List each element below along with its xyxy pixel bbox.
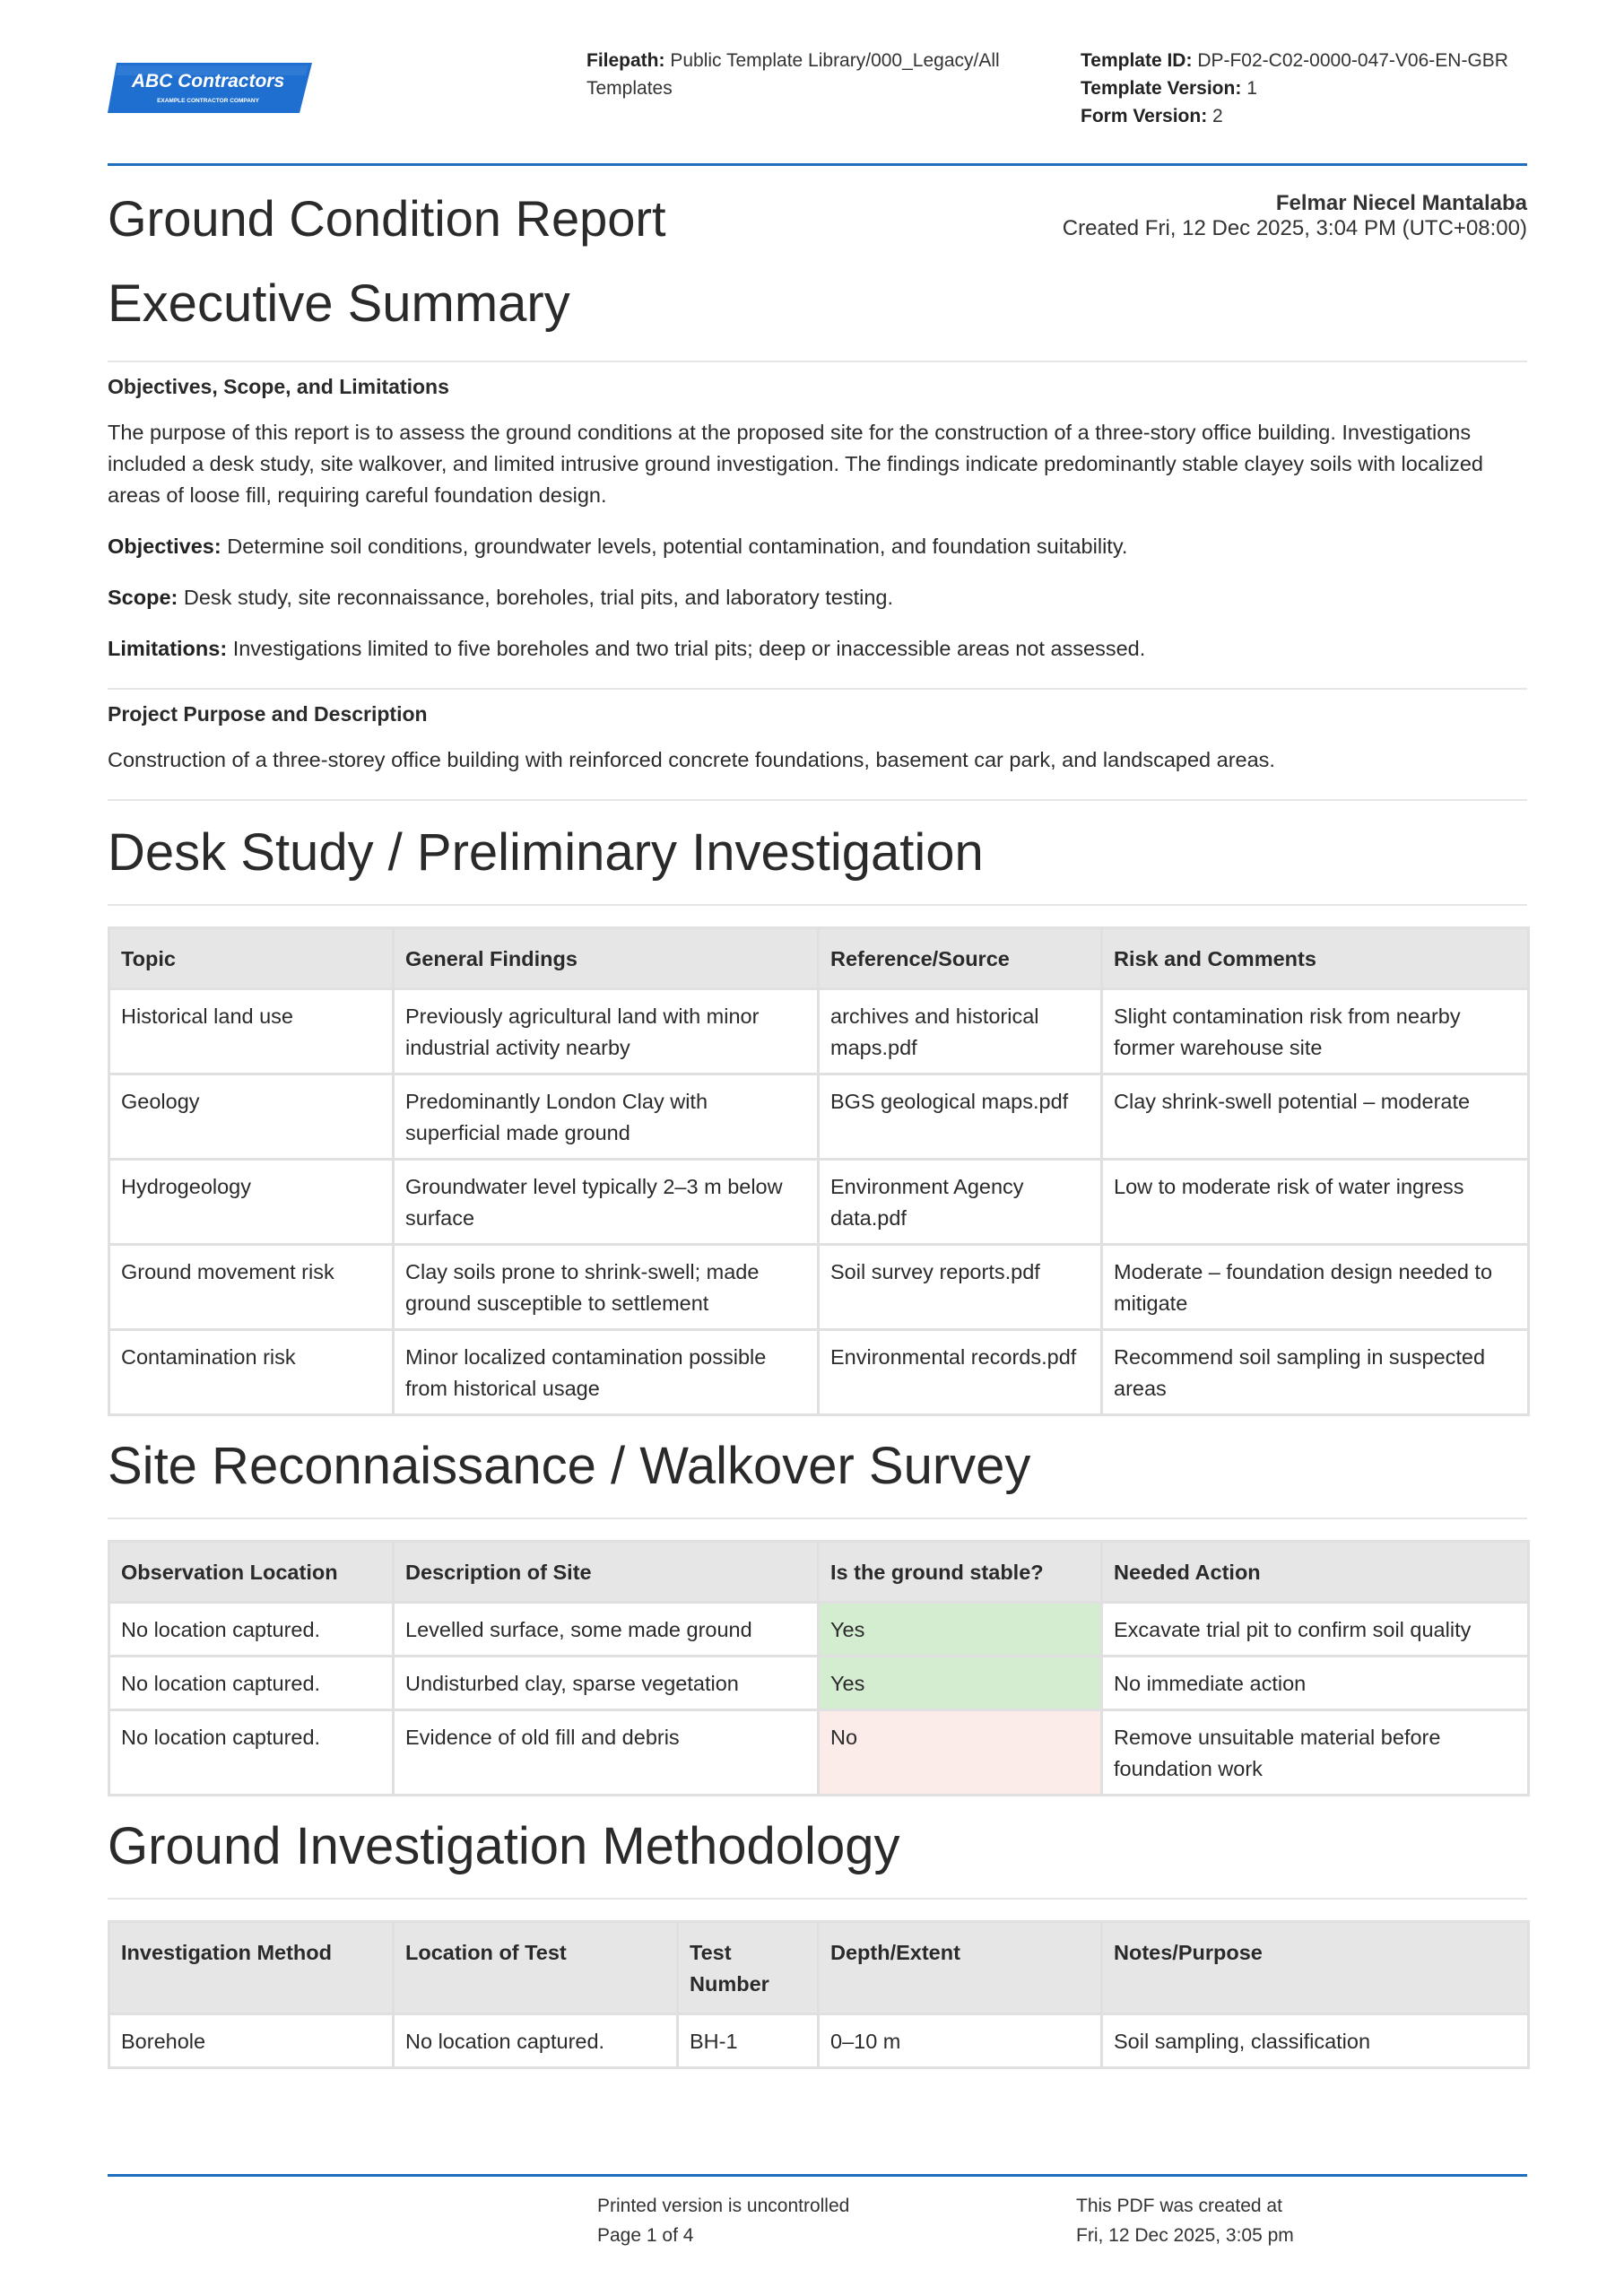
desk-study-heading: Desk Study / Preliminary Investigation (108, 823, 984, 882)
column-header: Depth/Extent (819, 1922, 1102, 2014)
project-subheading: Project Purpose and Description (108, 702, 428, 726)
table-cell: No immediate action (1102, 1657, 1529, 1710)
table-row (109, 989, 1529, 1074)
table-cell: Environment Agency data.pdf (819, 1160, 1102, 1245)
column-header: Investigation Method (109, 1922, 394, 2014)
page-footer (108, 2174, 1527, 2266)
uncontrolled-note: Printed version is uncontrolled (597, 2196, 850, 2216)
limitations-label: Limitations: (108, 637, 228, 660)
column-header: Notes/Purpose (1102, 1922, 1529, 2014)
desk-study-table (108, 926, 1530, 1416)
column-header: Description of Site (394, 1542, 819, 1603)
scope-text: Desk study, site reconnaissance, boreholes, trial pits, and laboratory testing. (178, 586, 894, 609)
table-cell: Contamination risk (109, 1330, 394, 1415)
filepath-block (586, 47, 1035, 102)
pdf-created-label: This PDF was created at (1076, 2196, 1282, 2216)
table-cell: BH-1 (678, 2014, 819, 2068)
divider (108, 688, 1527, 690)
column-header: Risk and Comments (1102, 928, 1529, 989)
table-cell: Evidence of old fill and debris (394, 1710, 819, 1796)
table-cell: Soil sampling, classification (1102, 2014, 1529, 2068)
created-date: Created Fri, 12 Dec 2025, 3:04 PM (UTC+08:00) (1062, 216, 1527, 240)
table-row (109, 1074, 1529, 1160)
template-id-value: DP-F02-C02-0000-047-V06-EN-GBR (1197, 50, 1508, 71)
divider (108, 799, 1527, 801)
column-header: Needed Action (1102, 1542, 1529, 1603)
column-header: Test Number (678, 1922, 819, 2014)
table-cell: Soil survey reports.pdf (819, 1245, 1102, 1330)
scope-paragraph (108, 582, 1527, 613)
template-version-value: 1 (1246, 78, 1257, 99)
executive-summary-intro: The purpose of this report is to assess the ground conditions at the proposed site for the construction of a three-story office building. Investigations included a desk study, site walkover, and limited intrusive ground investigation. The findings indicate predominantly stable clayey soils with localized areas of loose fill, requiring careful foundation design. (108, 421, 1483, 507)
column-header: Reference/Source (819, 928, 1102, 989)
page-title: Ground Condition Report (108, 190, 666, 247)
status-cell: Yes (819, 1603, 1102, 1657)
table-cell: Remove unsuitable material before foundation work (1102, 1710, 1529, 1796)
limitations-paragraph (108, 633, 1527, 665)
table-row (109, 1160, 1529, 1245)
pdf-created-date: Fri, 12 Dec 2025, 3:05 pm (1076, 2225, 1294, 2246)
column-header: General Findings (394, 928, 819, 989)
divider (108, 1518, 1527, 1519)
divider (108, 361, 1527, 362)
objectives-label: Objectives: (108, 535, 221, 558)
form-version-label: Form Version: (1081, 106, 1208, 126)
table-cell: archives and historical maps.pdf (819, 989, 1102, 1074)
methodology-heading: Ground Investigation Methodology (108, 1817, 900, 1875)
template-info-block (1081, 47, 1529, 130)
limitations-text: Investigations limited to five boreholes and two trial pits; deep or inaccessible areas not assessed. (227, 637, 1146, 660)
table-cell: Clay shrink-swell potential – moderate (1102, 1074, 1529, 1160)
table-row (109, 1710, 1529, 1796)
logo-tagline: EXAMPLE CONTRACTOR COMPANY (157, 98, 259, 104)
logo-name: ABC Contractors (131, 71, 285, 91)
company-logo-icon (108, 57, 314, 118)
table-cell: Borehole (109, 2014, 394, 2068)
table-cell: Slight contamination risk from nearby former warehouse site (1102, 989, 1529, 1074)
table-cell: No location captured. (109, 1603, 394, 1657)
divider (108, 1898, 1527, 1900)
table-cell: 0–10 m (819, 2014, 1102, 2068)
table-cell: Geology (109, 1074, 394, 1160)
scope-label: Scope: (108, 586, 178, 609)
executive-summary-heading: Executive Summary (108, 274, 570, 333)
author-name: Felmar Niecel Mantalaba (1275, 191, 1527, 215)
footer-pdf-info (1076, 2191, 1294, 2250)
table-cell: Recommend soil sampling in suspected areas (1102, 1330, 1529, 1415)
table-row (109, 1330, 1529, 1415)
table-row (109, 1245, 1529, 1330)
site-recon-heading: Site Reconnaissance / Walkover Survey (108, 1437, 1031, 1495)
table-row (109, 1657, 1529, 1710)
status-cell: No (819, 1710, 1102, 1796)
table-cell: Environmental records.pdf (819, 1330, 1102, 1415)
author-block (1063, 191, 1527, 241)
site-recon-table (108, 1540, 1530, 1796)
column-header: Is the ground stable? (819, 1542, 1102, 1603)
table-header-row (109, 928, 1529, 989)
table-cell: Clay soils prone to shrink-swell; made ground susceptible to settlement (394, 1245, 819, 1330)
table-header-row (109, 1922, 1529, 2014)
column-header: Location of Test (394, 1922, 678, 2014)
table-cell: No location captured. (394, 2014, 678, 2068)
template-id-label: Template ID: (1081, 50, 1193, 71)
table-row (109, 1603, 1529, 1657)
document-header (108, 0, 1527, 166)
report-page (108, 0, 1527, 2069)
table-cell: Moderate – foundation design needed to mitigate (1102, 1245, 1529, 1330)
objectives-paragraph (108, 531, 1527, 562)
divider (108, 904, 1527, 906)
filepath-value: Public Template Library/000_Legacy/All Templates (586, 50, 1000, 99)
page-number: Page 1 of 4 (597, 2225, 694, 2246)
methodology-table (108, 1920, 1530, 2069)
filepath-label: Filepath: (586, 50, 665, 71)
table-cell: Previously agricultural land with minor industrial activity nearby (394, 989, 819, 1074)
table-cell: Groundwater level typically 2–3 m below surface (394, 1160, 819, 1245)
template-version-label: Template Version: (1081, 78, 1242, 99)
table-cell: Low to moderate risk of water ingress (1102, 1160, 1529, 1245)
table-cell: No location captured. (109, 1710, 394, 1796)
status-cell: Yes (819, 1657, 1102, 1710)
table-row (109, 2014, 1529, 2068)
table-cell: Excavate trial pit to confirm soil quality (1102, 1603, 1529, 1657)
table-header-row (109, 1542, 1529, 1603)
project-description: Construction of a three-storey office building with reinforced concrete foundations, basement car park, and landscaped areas. (108, 748, 1275, 771)
table-cell: Undisturbed clay, sparse vegetation (394, 1657, 819, 1710)
table-cell: Predominantly London Clay with superficial made ground (394, 1074, 819, 1160)
table-cell: BGS geological maps.pdf (819, 1074, 1102, 1160)
objectives-subheading: Objectives, Scope, and Limitations (108, 375, 449, 398)
title-bar (108, 166, 1527, 274)
form-version-value: 2 (1212, 106, 1223, 126)
table-cell: Hydrogeology (109, 1160, 394, 1245)
table-cell: Minor localized contamination possible from historical usage (394, 1330, 819, 1415)
objectives-text: Determine soil conditions, groundwater levels, potential contamination, and foundation suitability. (221, 535, 1128, 558)
column-header: Observation Location (109, 1542, 394, 1603)
column-header: Topic (109, 928, 394, 989)
table-cell: Historical land use (109, 989, 394, 1074)
table-cell: Levelled surface, some made ground (394, 1603, 819, 1657)
table-cell: No location captured. (109, 1657, 394, 1710)
table-cell: Ground movement risk (109, 1245, 394, 1330)
footer-print-info (597, 2191, 849, 2250)
